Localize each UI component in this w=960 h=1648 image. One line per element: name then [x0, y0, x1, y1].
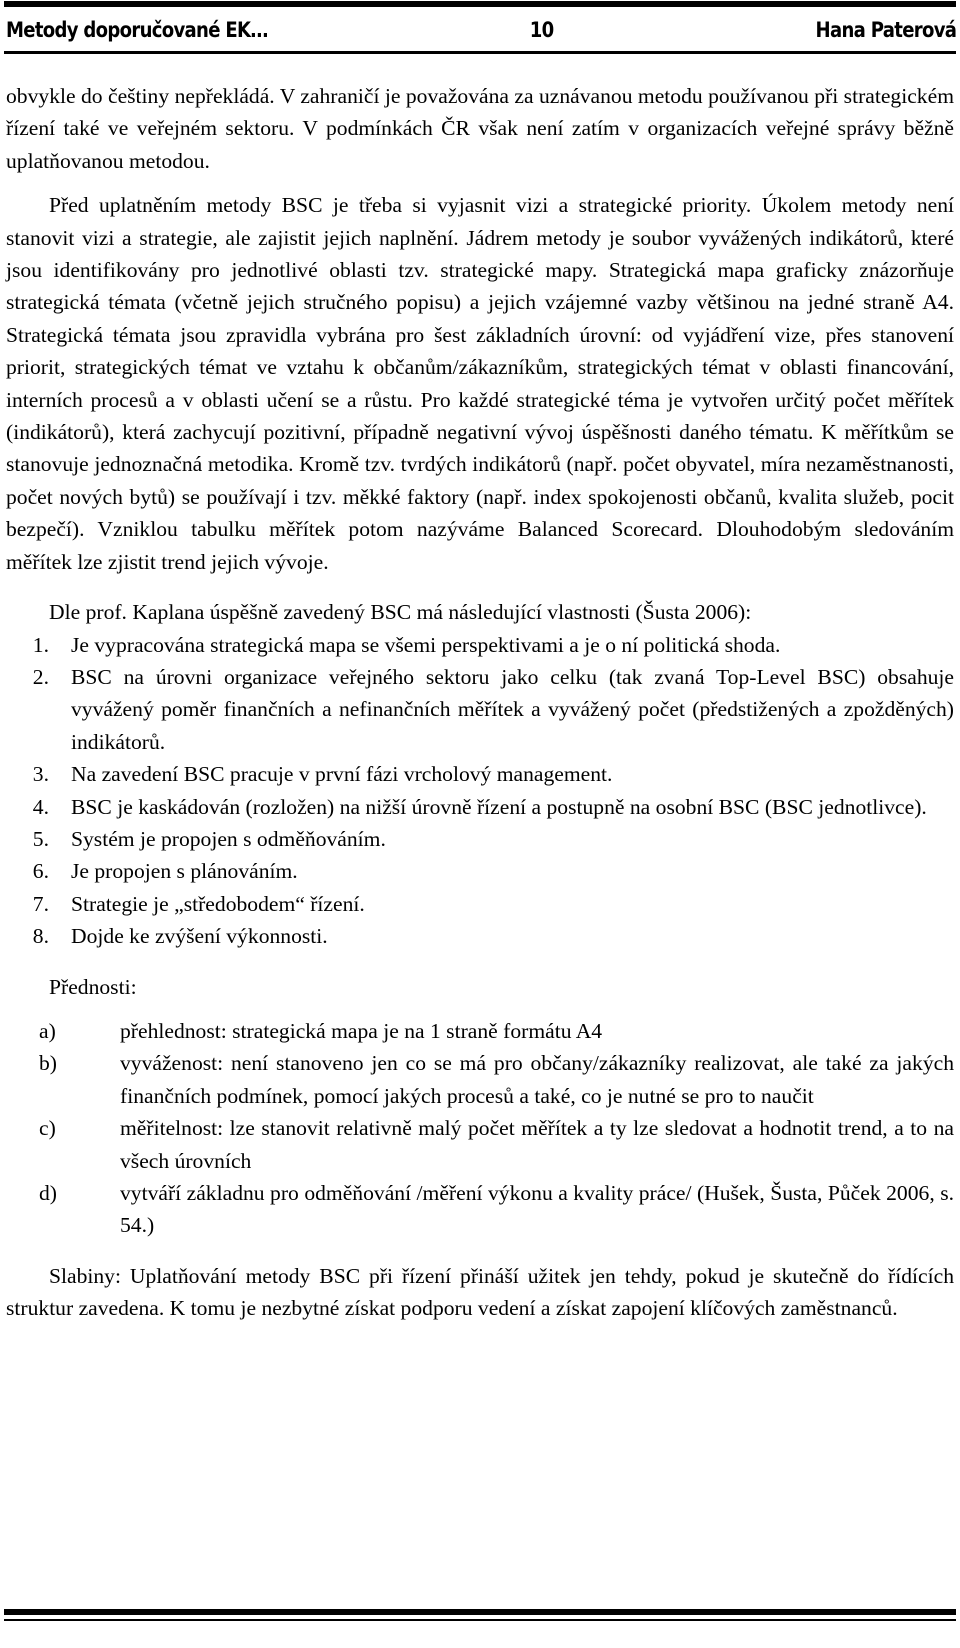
list-text: Strategie je „středobodem“ řízení. [71, 891, 365, 916]
paragraph-intro: obvykle do češtiny nepřekládá. V zahraničí je považována za uznávanou metodu používanou při strategickém řízení také ve veřejném sektoru. V podmínkách ČR však není zatím v organizacích veřejné správy běžně uplatňovanou metodou. [6, 84, 954, 173]
list-number: 5. [32, 826, 49, 851]
list-letter: b) [39, 1051, 57, 1076]
list-item [6, 920, 954, 952]
page-body [6, 80, 954, 1325]
list-text: Je vypracována strategická mapa se všemi perspektivami a je o ní politická shoda. [71, 632, 781, 657]
header-author: Hana Paterová [815, 18, 957, 42]
header-title: Metody doporučované EK… [6, 18, 268, 42]
list-item [6, 1047, 954, 1112]
header-rule-thin [4, 51, 956, 54]
list-item [6, 1177, 954, 1242]
list-text: Systém je propojen s odměňováním. [71, 826, 386, 851]
page-number: 10 [529, 18, 554, 42]
list-number: 8. [32, 924, 49, 949]
paragraph-bsc-description: Před uplatněním metody BSC je třeba si vyjasnit vizi a strategické priority. Úkolem metody není stanovit vizi a strategie, ale zajistit jejich naplnění. Jádrem metody je soubor vyvážených indikátorů, které jsou identifikovány pro jednotlivé oblasti tzv. strategické mapy. Strategická mapa graficky znázorňuje strategická témata (včetně jejich stručného popisu) a jejich vzájemné vazby většinou na jedné straně A4. Strategická témata jsou zpravidla vybrána pro šest základních úrovní: od vyjádření vize, přes stanovení priorit, strategických témat ve vztahu k občanům/zákazníkům, strategických témat v oblasti financování, interních procesů a v oblasti učení se a růstu. Pro každé strategické téma je vytvořen určitý počet měřítek (indikátorů), která zachycují pozitivní, případně negativní vývoj úspěšnosti daného tématu. K měřítkům se stanovuje jednoznačná metodika. Kromě tzv. tvrdých indikátorů (např. počet obyvatel, míra nezaměstnanosti, počet nových bytů) se používají i tzv. měkké faktory (např. index spokojenosti občanů, kvalita služeb, pocit bezpečí). Vzniklou tabulku měřítek potom nazýváme Balanced Scorecard. Dlouhodobým sledováním měřítek lze zjistit trend jejich vývoje. [6, 193, 954, 574]
list-item [6, 1015, 954, 1047]
paragraph-weaknesses: Slabiny: Uplatňování metody BSC při řízení přináší užitek jen tehdy, pokud je skutečně do řídících struktur zavedena. K tomu je nezbytné získat podporu vedení a získat zapojení klíčových zaměstnanců. [6, 1263, 954, 1321]
header-rule-thick [4, 1, 956, 7]
list-number: 2. [32, 664, 49, 689]
list-item [6, 661, 954, 758]
list-text: BSC je kaskádován (rozložen) na nižší úrovně řízení a postupně na osobní BSC (BSC jednotlivce). [71, 794, 927, 819]
paragraph-kaplan: Dle prof. Kaplana úspěšně zavedený BSC má následující vlastnosti (Šusta 2006): [49, 600, 752, 625]
list-text: vytváří základnu pro odměňování /měření výkonu a kvality práce/ (Hušek, Šusta, Půček 2006, s. 54.) [120, 1181, 954, 1238]
list-item [6, 629, 954, 661]
list-item [6, 758, 954, 790]
footer-rule-thick [4, 1609, 956, 1615]
list-number: 7. [32, 891, 49, 916]
footer-rule-thin [4, 1619, 956, 1621]
advantages-heading: Přednosti: [49, 974, 137, 999]
list-number: 6. [32, 859, 49, 884]
numbered-list [6, 629, 954, 953]
list-item [6, 1112, 954, 1177]
list-item [6, 791, 954, 823]
lettered-list [6, 1015, 954, 1242]
list-item [6, 888, 954, 920]
list-number: 1. [32, 632, 49, 657]
list-item [6, 855, 954, 887]
list-text: přehlednost: strategická mapa je na 1 straně formátu A4 [120, 1018, 603, 1043]
list-text: Je propojen s plánováním. [71, 859, 298, 884]
list-text: vyváženost: není stanoveno jen co se má pro občany/zákazníky realizovat, ale také za jakých finančních podmínek, pomocí jakých procesů a také, co je nutné se pro to naučit [120, 1051, 954, 1108]
list-text: Dojde ke zvýšení výkonnosti. [71, 924, 328, 949]
list-text: měřitelnost: lze stanovit relativně malý počet měřítek a ty lze sledovat a hodnotit trend, a to na všech úrovních [120, 1116, 954, 1173]
list-number: 4. [32, 794, 49, 819]
list-number: 3. [32, 762, 49, 787]
list-text: BSC na úrovni organizace veřejného sektoru jako celku (tak zvaná Top-Level BSC) obsahuje vyvážený poměr finančních a nefinančních měřítek a vyvážený počet (předstižených a zpožděných) indikátorů. [71, 664, 954, 754]
list-text: Na zavedení BSC pracuje v první fázi vrcholový management. [71, 762, 613, 787]
list-item [6, 823, 954, 855]
list-letter: a) [39, 1018, 56, 1043]
page-header [6, 12, 956, 48]
list-letter: d) [39, 1181, 57, 1205]
list-letter: c) [39, 1116, 56, 1141]
